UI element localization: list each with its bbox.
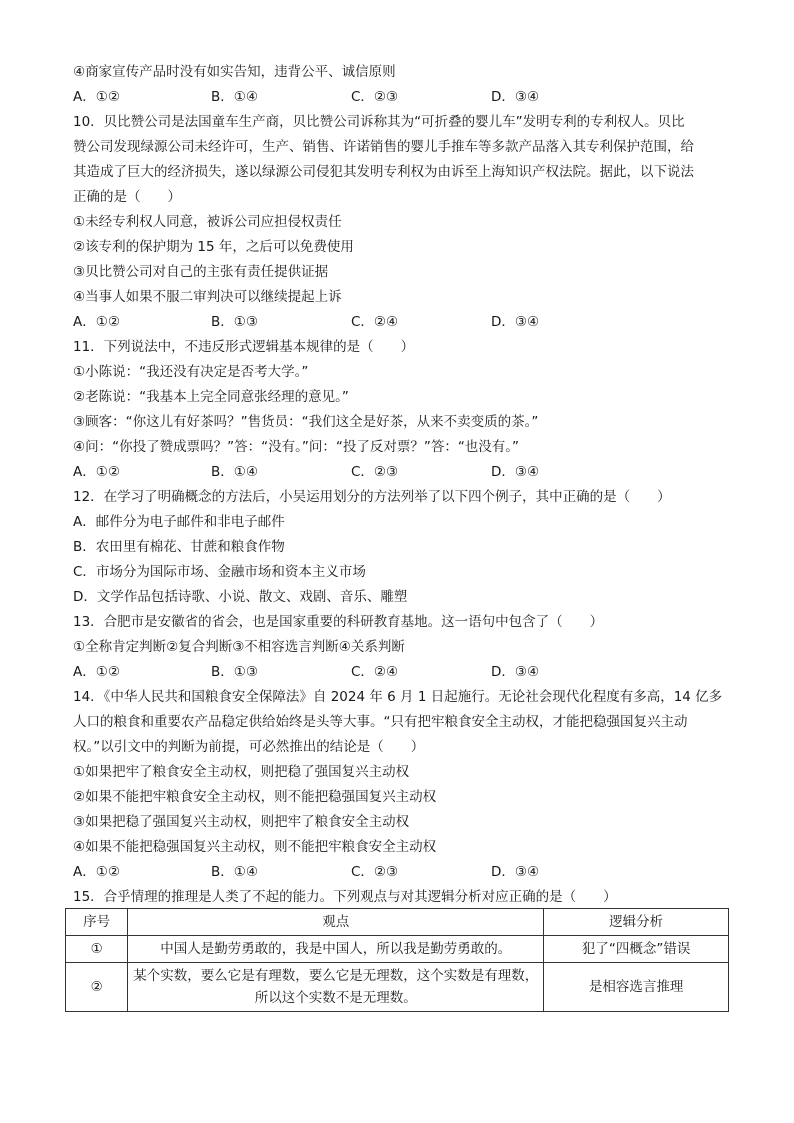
table-header-row [66,909,729,936]
table-header-num: 序号 [66,909,128,936]
table-cell-num: ② [66,963,128,1012]
q14-option-b: B．①④ [211,864,258,880]
q14-stem-line-3: 权。”以引文中的判断为前提，可必然推出的结论是（ ） [73,739,425,755]
q10-statement-4: ④当事人如果不服二审判决可以继续提起上诉 [73,289,342,305]
q14-option-c: C．②③ [351,864,399,880]
table-cell-view [128,963,544,1012]
q11-option-d: D．③④ [491,464,540,480]
q14-stem-line-2: 人口的粮食和重要农产品稳定供给始终是头等大事。“只有把牢粮食安全主动权，才能把稳强国复兴主动 [73,714,688,730]
q14-option-d: D．③④ [491,864,540,880]
q11-statement-2: ②老陈说：“我基本上完全同意张经理的意见。” [73,389,349,405]
q11-statement-3: ③顾客：“你这儿有好茶吗？”售货员：“我们这全是好茶，从来不卖变质的茶。” [73,414,539,430]
q14-statement-2: ②如果不能把牢粮食安全主动权，则不能把稳强国复兴主动权 [73,789,437,805]
q10-stem-line-3: 其造成了巨大的经济损失，遂以绿源公司侵犯其发明专利权为由诉至上海知识产权法院。据此，以下说法 [73,164,694,180]
q14-options [73,862,733,882]
q13-statements: ①全称肯定判断②复合判断③不相容选言判断④关系判断 [73,639,405,655]
q11-option-a: A．①② [73,464,120,480]
q11-option-c: C．②③ [351,464,399,480]
q11-option-b: B．①④ [211,464,258,480]
q14-statement-4: ④如果不能把稳强国复兴主动权，则不能把牢粮食安全主动权 [73,839,437,855]
q10-statement-1: ①未经专利权人同意，被诉公司应担侵权责任 [73,214,342,230]
q9-option-b: B．①④ [211,89,258,105]
q10-option-c: C．②④ [351,314,399,330]
table-cell-analysis: 犯了“四概念”错误 [544,936,729,963]
q10-stem-line-1: 10．贝比赞公司是法国童车生产商，贝比赞公司诉称其为“可折叠的婴儿车”发明专利的专利权人。贝比 [73,114,685,130]
table-header-view: 观点 [128,909,544,936]
q9-statement-4: ④商家宣传产品时没有如实告知，违背公平、诚信原则 [73,64,396,80]
q11-options [73,462,733,482]
q12-choice-c: C．市场分为国际市场、金融市场和资本主义市场 [73,564,366,580]
q10-option-b: B．①③ [211,314,258,330]
q10-stem-line-4: 正确的是（ ） [73,189,181,205]
table-cell-view-line-1: 某个实数，要么它是有理数，要么它是无理数，这个实数是有理数， [133,968,539,984]
q12-stem: 12．在学习了明确概念的方法后，小吴运用划分的方法列举了以下四个例子，其中正确的是（ ） [73,489,671,505]
q14-option-a: A．①② [73,864,120,880]
table-cell-view-line-2: 所以这个实数不是无理数。 [254,990,417,1006]
q10-option-a: A．①② [73,314,120,330]
table-cell-analysis: 是相容选言推理 [544,963,729,1012]
table-cell-view: 中国人是勤劳勇敢的，我是中国人，所以我是勤劳勇敢的。 [128,936,544,963]
q10-statement-3: ③贝比赞公司对自己的主张有责任提供证据 [73,264,329,280]
q10-options [73,312,733,332]
q10-option-d: D．③④ [491,314,540,330]
table-header-analysis: 逻辑分析 [544,909,729,936]
q11-stem: 11．下列说法中，不违反形式逻辑基本规律的是（ ） [73,339,415,355]
q11-statement-4: ④问：“你投了赞成票吗？”答：“没有。”问：“投了反对票？”答：“也没有。” [73,439,520,455]
q12-choice-a: A．邮件分为电子邮件和非电子邮件 [73,514,285,530]
q13-option-a: A．①② [73,664,120,680]
q13-stem: 13．合肥市是安徽省的省会，也是国家重要的科研教育基地。这一语句中包含了（ ） [73,614,604,630]
q9-options [73,87,733,107]
q14-stem-line-1: 14．《中华人民共和国粮食安全保障法》自 2024 年 6 月 1 日起施行。无论社会现代化程度有多高，14 亿多 [73,689,723,705]
q15-table [65,908,729,1012]
q13-option-d: D．③④ [491,664,540,680]
q9-option-d: D．③④ [491,89,540,105]
q12-choice-d: D．文学作品包括诗歌、小说、散文、戏剧、音乐、雕塑 [73,589,408,605]
q14-statement-1: ①如果把牢了粮食安全主动权，则把稳了强国复兴主动权 [73,764,410,780]
q14-statement-3: ③如果把稳了强国复兴主动权，则把牢了粮食安全主动权 [73,814,410,830]
table-row [66,963,729,1012]
q11-statement-1: ①小陈说：“我还没有决定是否考大学。” [73,364,309,380]
q10-stem-line-2: 赞公司发现绿源公司未经许可，生产、销售、许诺销售的婴儿手推车等多款产品落入其专利保护范围，给 [73,139,694,155]
q12-choice-b: B．农田里有棉花、甘蔗和粮食作物 [73,539,285,555]
q10-statement-2: ②该专利的保护期为 15 年，之后可以免费使用 [73,239,354,255]
table-row [66,936,729,963]
q15-stem: 15．合乎情理的推理是人类了不起的能力。下列观点与对其逻辑分析对应正确的是（ ） [73,889,617,905]
table-cell-num: ① [66,936,128,963]
q13-options [73,662,733,682]
q9-option-a: A．①② [73,89,120,105]
q9-option-c: C．②③ [351,89,399,105]
q13-option-b: B．①③ [211,664,258,680]
q13-option-c: C．②④ [351,664,399,680]
